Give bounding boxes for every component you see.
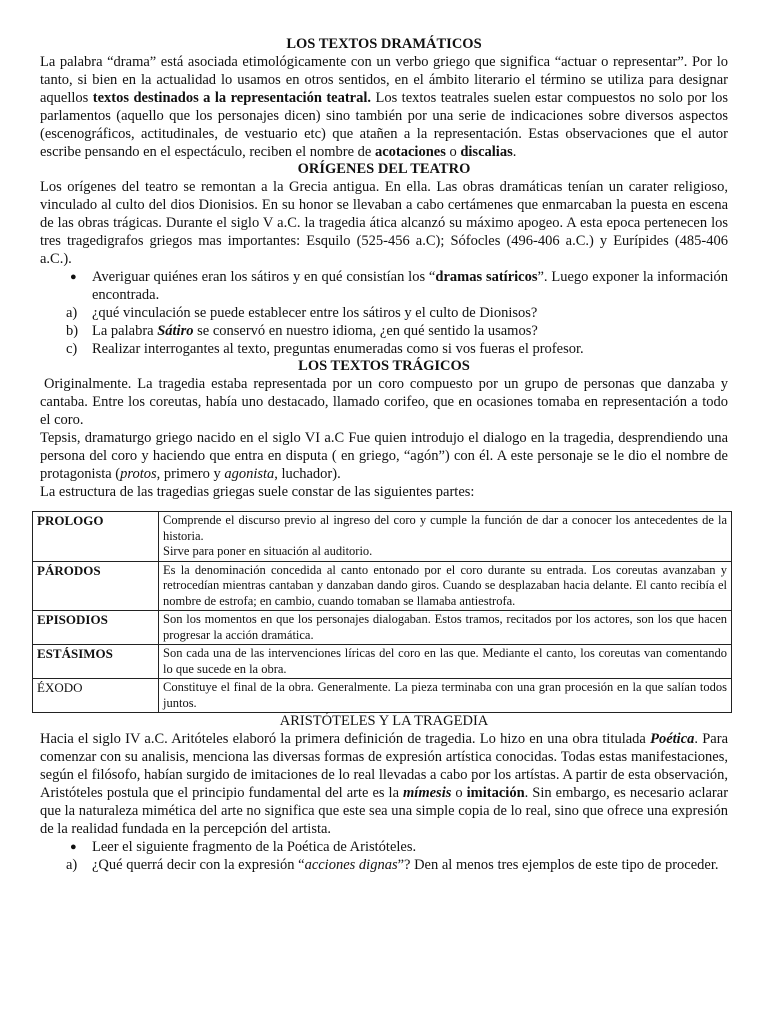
- heading-textos-tragicos: LOS TEXTOS TRÁGICOS: [298, 358, 470, 374]
- list-item: a) ¿Qué querrá decir con la expresión “acciones dignas”? Den al menos tres ejemplos de este tipo de proceder.: [66, 857, 719, 873]
- paragraph-origenes: Los orígenes del teatro se remontan a la Grecia antigua. En ella. Las obras dramáticas tenían un carater religioso, vinculado al culto del dios Dionisios. En su honor se llevaban a cabo certámenes que enmarcaban la puesta en escena de las obras trágicas. Durante el siglo V a.C. la tragedia ática alcanzó su máximo apogeo. A esta epoca pertenecen los tres tragedigrafos griegos mas importantes: Esquilo (525-456 a.C); Sófocles (496-406 a.C.) y Eurípides (485-406 a.C.).: [40, 179, 728, 267]
- table-row: [33, 645, 732, 679]
- paragraph-aristoteles: Hacia el siglo IV a.C. Aritóteles elaboró la primera definición de tragedia. Lo hizo en una obra titulada Poética. Para comenzar con su analisis, menciona las diversas formas de expresión artística conocidas. Todas estas manifestaciones, según el filósofo, habían surgido de imitaciones de lo real llevadas a cabo por los artístas. A partir de esta observación, Aristóteles postula que el principio fundamental del arte es la mímesis o imitación. Sin embargo, es necesario aclarar que la naturaleza mimética del arte no significa que este sea una simple copia de lo real, sino que ofrece una expresión de la realidad fundada en la percepción del artista.: [40, 731, 729, 837]
- table-row: [33, 561, 732, 611]
- table-term: ÉXODO: [33, 679, 159, 713]
- table-term: ESTÁSIMOS: [33, 645, 159, 679]
- table-definition: Comprende el discurso previo al ingreso del coro y cumple la función de dar a conocer los antecedentes de la historia. Sirve para poner en situación al auditorio.: [159, 512, 732, 562]
- table-term: EPISODIOS: [33, 611, 159, 645]
- list-item: b) La palabra Sátiro se conservó en nuestro idioma, ¿en qué sentido la usamos?: [66, 323, 538, 339]
- heading-textos-dramaticos: LOS TEXTOS DRAMÁTICOS: [286, 36, 482, 52]
- list-item: ● Leer el siguiente fragmento de la Poética de Aristóteles.: [70, 839, 417, 855]
- table-definition: Son los momentos en que los personajes dialogaban. Estos tramos, recitados por los actores, son los que hacen progresar la acción dramática.: [159, 611, 732, 645]
- table-definition: Son cada una de las intervenciones líricas del coro en las que. Mediante el canto, los coreutas van comentando lo que sucede en la obra.: [159, 645, 732, 679]
- paragraph-coro: Originalmente. La tragedia estaba representada por un coro compuesto por un grupo de personas que danzaba y cantaba. Entre los coreutas, había uno destacado, llamado corifeo, que en ocasiones tomaba en representación a todo el coro.: [40, 376, 728, 428]
- table-row: [33, 512, 732, 562]
- document-page: [37, 36, 729, 874]
- paragraph-estructura: La estructura de las tragedias griegas suele constar de las siguientes partes:: [40, 484, 475, 500]
- bullet-icon: ●: [70, 841, 77, 853]
- table-row: [33, 611, 732, 645]
- origenes-activities: [40, 268, 728, 358]
- table-row: [33, 679, 732, 713]
- bullet-icon: ●: [70, 271, 77, 283]
- paragraph-tepsis: Tepsis, dramaturgo griego nacido en el siglo VI a.C Fue quien introdujo el dialogo en la tragedia, desprendiendo una persona del coro y haciendo que entra en disputa ( en griego, “agón”) con él. A este personaje se le dio el nombre de protagonista (protos, primero y agonista, luchador).: [40, 430, 728, 482]
- heading-aristoteles: ARISTÓTELES Y LA TRAGEDIA: [279, 713, 489, 729]
- heading-origenes-teatro: ORÍGENES DEL TEATRO: [297, 161, 471, 177]
- table-definition: Constituye el final de la obra. Generalmente. La pieza terminaba con una gran procesión en la que salían todos juntos.: [159, 679, 732, 713]
- table-term: PROLOGO: [33, 512, 159, 562]
- list-item: c) Realizar interrogantes al texto, preguntas enumeradas como si vos fueras el profesor.: [66, 341, 584, 357]
- paragraph-drama: La palabra “drama” está asociada etimológicamente con un verbo griego que significa “actuar o representar”. Por lo tanto, si bien en la actualidad lo usamos en otros sentidos, en el ámbito literario el término se utiliza para designar aquellos textos destinados a la representación teatral. Los textos teatrales suelen estar compuestos no solo por los parlamentos (aquello que los personajes dicen) sino también por una serie de indicaciones sobre diversos aspectos (escenográficos, actitudinales, de vestuario etc) que atañen a la representación. Estas observaciones que el autor escribe pensando en el espectáculo, reciben el nombre de acotaciones o discalias.: [40, 54, 728, 160]
- table-term: PÁRODOS: [33, 561, 159, 611]
- aristoteles-activities: [40, 838, 728, 874]
- list-item: a) ¿qué vinculación se puede establecer entre los sátiros y el culto de Dionisos?: [66, 305, 538, 321]
- table-definition: Es la denominación concedida al canto entonado por el coro durante su entrada. Los coreutas avanzaban y retrocedían mientras cantaban y danzaban dando giros. Cuando se desplazaban hacia delante. El canto recibía el nombre de estrofa; en cambio, cuando tomaban se llamaba antiestrofa.: [159, 561, 732, 611]
- list-item: ● Averiguar quiénes eran los sátiros y en qué consistían los “dramas satíricos”. Luego exponer la información encontrada.: [70, 269, 728, 303]
- tragedy-parts-table: [32, 511, 732, 713]
